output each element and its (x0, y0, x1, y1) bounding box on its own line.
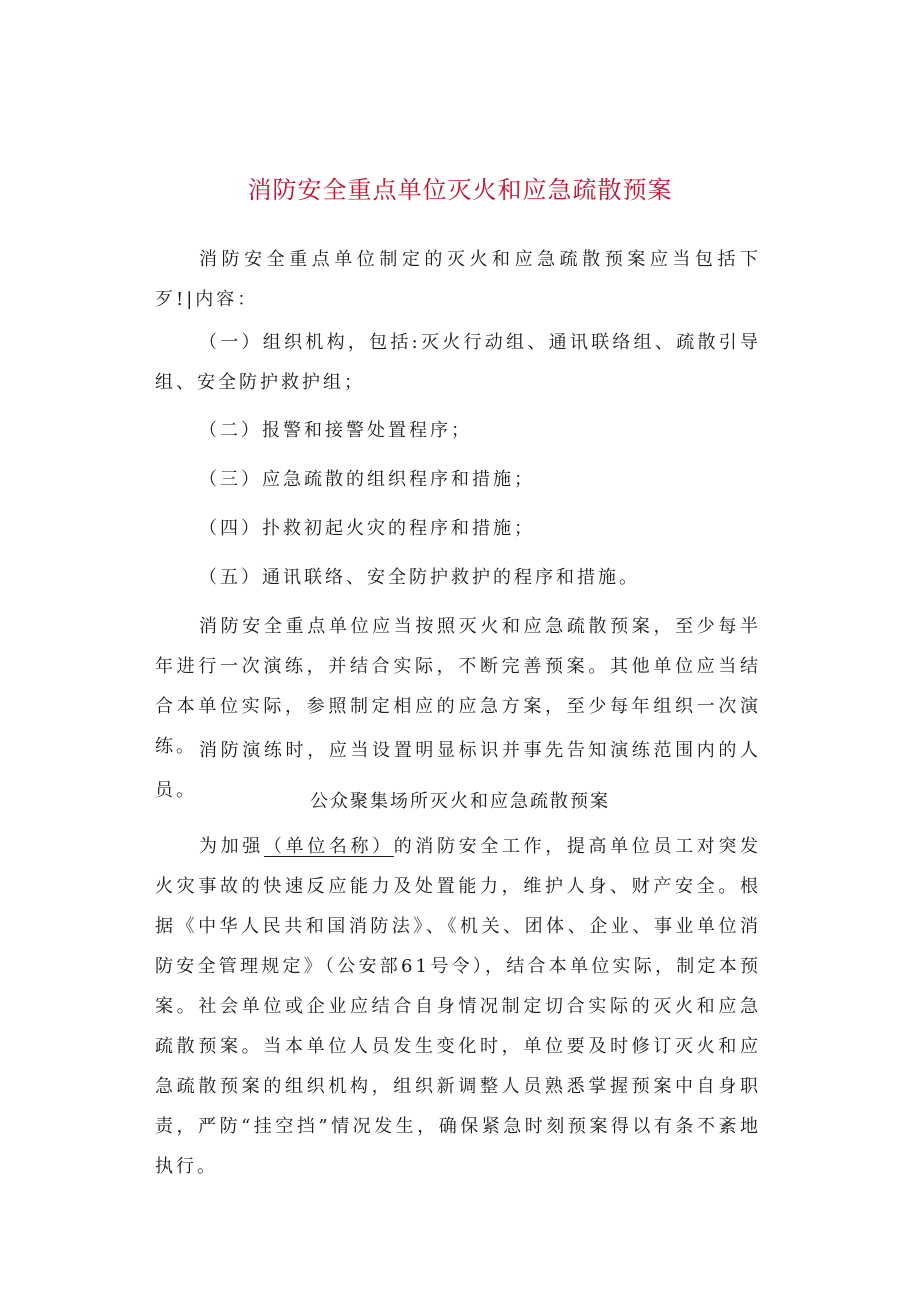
document-title: 消防安全重点单位灭火和应急疏散预案 (247, 176, 673, 204)
list-item-alarm: （二）报警和接警处置程序； (199, 420, 472, 441)
body-prefix: 为加强 (199, 836, 264, 857)
drill-notice-paragraph: 消防演练时，应当设置明显标识并事先告知演练范围内的人员。 (155, 740, 761, 801)
body-text: 的消防安全工作，提高单位员工对突发火灾事故的快速反应能力及处置能力，维护人身、财产安全。根据《中华人民共和国消防法》、《机关、团体、企业、事业单位消防安全管理规定》（公安部61号令），结合本单位实际，制定本预案。社会单位或企业应结合自身情况制定切合实际的灭火和应急疏散预案。当本单位人员发生变化时，单位要及时修订灭火和应急疏散预案的组织机构，组织新调整人员熟悉掌握预案中自身职责，严防“挂空挡”情况发生，确保紧急时刻预案得以有条不紊地执行。 (155, 836, 762, 1177)
list-item-communication: （五）通讯联络、安全防护救护的程序和措施。 (199, 567, 640, 588)
section-subheading: 公众聚集场所灭火和应急疏散预案 (310, 791, 610, 812)
body-paragraph (155, 827, 761, 1187)
list-item-firefighting: （四）扑救初起火灾的程序和措施； (199, 518, 535, 539)
list-item-evacuation: （三）应急疏散的组织程序和措施； (199, 469, 535, 490)
intro-paragraph: 消防安全重点单位制定的灭火和应急疏散预案应当包括下歹!|内容： (155, 249, 761, 310)
list-item-organization: （一）组织机构，包括:灭火行动组、通讯联络组、疏散引导组、安全防护救护组； (155, 332, 761, 393)
drill-paragraph: 消防安全重点单位应当按照灭火和应急疏散预案，至少每半年进行一次演练，并结合实际，不断完善预案。其他单位应当结合本单位实际，参照制定相应的应急方案，至少每年组织一次演练。 (155, 616, 761, 757)
unit-name-placeholder: （单位名称） (263, 836, 394, 857)
